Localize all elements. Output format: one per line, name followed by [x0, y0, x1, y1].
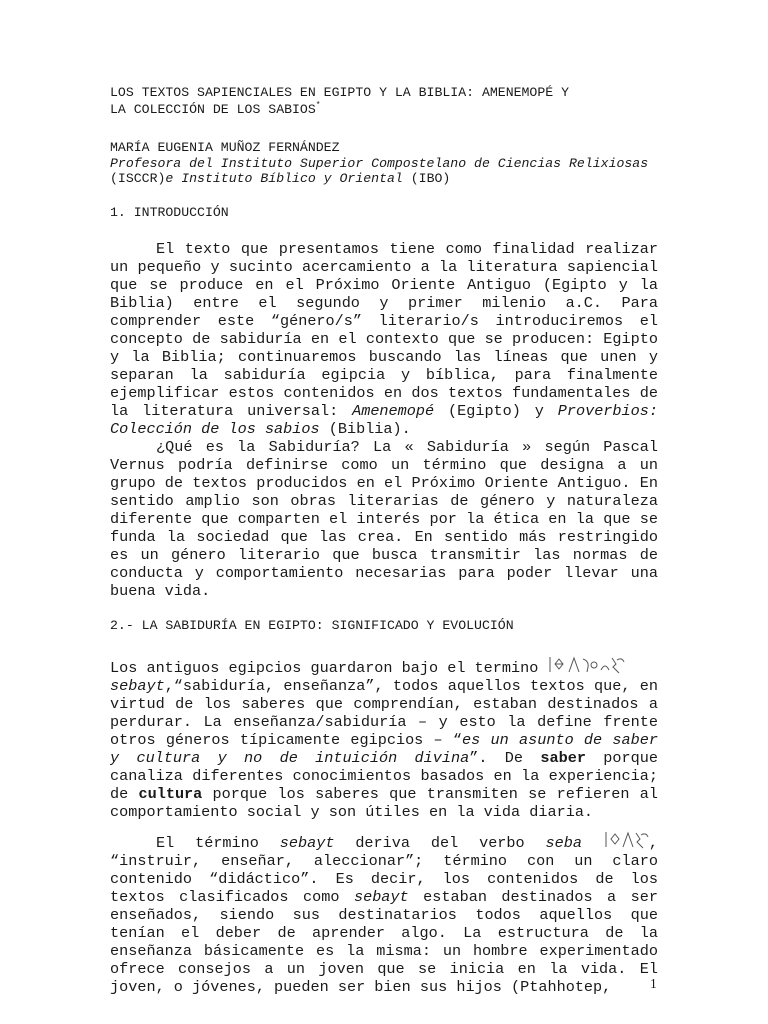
footnote-marker[interactable]: *: [315, 101, 321, 110]
hieroglyph-seba-icon: [603, 829, 649, 851]
title-line-2: LA COLECCIÓN DE LOS SABIOS: [110, 102, 316, 117]
paragraph-text: ,“sabiduría, enseñanza”, todos aquellos textos que, en virtud de los saberes que comprendían, estaban destinados a perdurar. La enseñanza/sabiduría – y esto la define frente otros géneros típicamente egipcios – “: [110, 677, 658, 749]
affiliation-line-2: e Instituto Bíblico y Oriental: [165, 171, 403, 186]
italic-title-amenemope: Amenemopé: [352, 402, 435, 420]
term-seba: seba: [545, 834, 582, 852]
term-sebayt: sebayt: [353, 888, 409, 906]
paragraph-text: El término: [156, 834, 280, 852]
bold-term-saber: saber: [540, 749, 586, 767]
paragraph-text: deriva del verbo: [334, 834, 546, 852]
affiliation-acronym-2: (IBO): [402, 171, 451, 186]
title-line-1: LOS TEXTOS SAPIENCIALES EN EGIPTO Y LA BIBLIA: AMENEMOPÉ Y: [110, 85, 569, 100]
author-name: MARÍA EUGENIA MUÑOZ FERNÁNDEZ: [110, 140, 340, 155]
paragraph-intro-2: ¿Qué es la Sabiduría? La « Sabiduría » según Pascal Vernus podría definirse como un término que designa a un grupo de textos producidos en el Próximo Oriente Antiguo. En sentido amplio son obras literarias de género y naturaleza diferente que comparten el interés por la ética en la que se funda la sociedad que las crea. En sentido más restringido es un género literario que busca transmitir las normas de conducta y comportamiento necesarias para poder llevar una buena vida.: [110, 438, 658, 600]
paragraph-text: El texto que presentamos tiene como finalidad realizar un pequeño y sucinto acercamiento a la literatura sapiencial que se produce en el Próximo Oriente Antiguo (Egipto y la Biblia) entre el segundo y primer milenio a.C. Para comprender este “género/s” literario/s introduciremos el concepto de sabiduría en el contexto que se producen: Egipto y la Biblia; continuaremos buscando las líneas que unen y separan la sabiduría egipcia y bíblica, para finalmente ejemplificar estos contenidos en dos textos fundamentales de la literatura universal:: [110, 240, 658, 420]
paragraph-sebayt-1: [110, 654, 658, 821]
hieroglyph-sebayt-icon: [547, 654, 627, 676]
paragraph-text: , “instruir, enseñar, aleccionar”; término con un claro contenido “didáctico”. Es decir, los contenidos de los textos clasificados como: [110, 834, 658, 906]
paragraph-text: ”. De: [469, 749, 541, 767]
page-number: 1: [650, 976, 657, 991]
document-title: [110, 84, 658, 118]
paragraph-text: (Biblia).: [319, 420, 411, 438]
paragraph-text: porque los saberes que transmiten se refieren al comportamiento social y son útiles en la vida diaria.: [110, 785, 658, 821]
term-sebayt: sebayt: [279, 834, 335, 852]
italic-quote: es un asunto de saber y cultura y no de intuición divina: [110, 731, 658, 767]
paragraph-text: Los antiguos egipcios guardaron bajo el termino: [110, 659, 548, 677]
paragraph-sebayt-2: [110, 829, 658, 996]
term-sebayt: sebayt: [110, 677, 165, 695]
italic-title-proverbios: Proverbios: Colección de los sabios: [110, 402, 658, 438]
document-page: [110, 84, 658, 996]
bold-term-cultura: cultura: [138, 785, 203, 803]
author-affiliation: [110, 156, 658, 186]
section-heading-introduction: 1. INTRODUCCIÓN: [110, 205, 229, 220]
affiliation-acronym: (ISCCR): [110, 171, 166, 186]
affiliation-line-1: Profesora del Instituto Superior Compostelano de Ciencias Relixiosas: [110, 156, 649, 171]
paragraph-text: (Egipto) y: [434, 402, 558, 420]
paragraph-intro-1: [110, 240, 658, 438]
paragraph-text: porque canaliza diferentes conocimientos basados en la experiencia; de: [110, 749, 658, 803]
paragraph-text: estaban destinados a ser enseñados, siendo sus destinatarios todos aquellos que tenían el deber de aprender algo. La estructura de la enseñanza básicamente es la misma: un hombre experimentado ofrece consejos a un joven que se inicia en la vida. El joven, o jóvenes, pueden ser bien sus hijos (Ptahhotep,: [110, 888, 658, 996]
section-heading-sabiduria: 2.- LA SABIDURÍA EN EGIPTO: SIGNIFICADO Y EVOLUCIÓN: [110, 618, 514, 633]
